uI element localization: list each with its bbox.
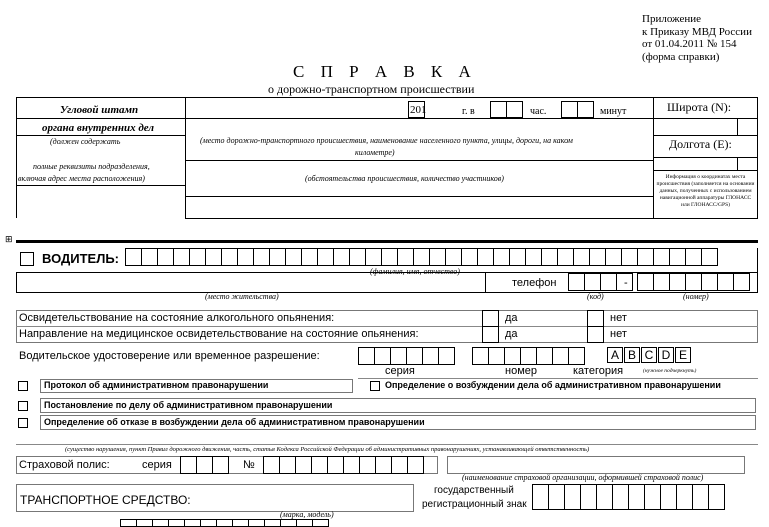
insurance-series-label: серия bbox=[142, 459, 172, 471]
minutes-label: минут bbox=[600, 106, 627, 117]
initiation-label: Определение о возбуждении дела об административном правонарушении bbox=[385, 380, 721, 390]
phone-code-cells[interactable] bbox=[568, 273, 632, 291]
protocol-label: Протокол об административном правонарушении bbox=[44, 380, 269, 390]
initiation-checkbox[interactable] bbox=[370, 381, 380, 391]
place-caption-1: (место дорожно-транспортного происшествия, наименование населенного пункта, улицы, дороги, на каком bbox=[200, 136, 573, 145]
alcohol-yes-checkbox[interactable] bbox=[482, 310, 499, 327]
coordinates-note: Информация о координатах места происшествия (заполняется на основании данных, полученных с использованием навигационной аппаратуры ГЛОНАСС или ГЛОНАСС/GPS) bbox=[656, 174, 755, 208]
appendix-line-3: от 01.04.2011 № 154 bbox=[642, 38, 737, 50]
driver-name-cells[interactable] bbox=[125, 248, 717, 266]
category-b[interactable]: B bbox=[624, 347, 640, 363]
resolution-checkbox[interactable] bbox=[18, 401, 28, 411]
category-caption: категория bbox=[573, 365, 624, 377]
table-move-handle-icon[interactable]: ⊞ bbox=[5, 234, 13, 244]
code-caption: (код) bbox=[587, 292, 604, 301]
category-d[interactable]: D bbox=[658, 347, 674, 363]
category-a[interactable]: A bbox=[607, 347, 623, 363]
longitude-label: Долгота (E): bbox=[669, 137, 732, 151]
category-note: (нужное подчеркнуть) bbox=[643, 368, 697, 374]
category-c[interactable]: C bbox=[641, 347, 657, 363]
resolution-label: Постановление по делу об административном правонарушении bbox=[44, 400, 333, 410]
fio-caption: (фамилия, имя, отчество) bbox=[370, 267, 460, 276]
series-caption: серия bbox=[385, 365, 415, 377]
alcohol-exam-label: Освидетельствование на состояние алкогольного опьянения: bbox=[19, 312, 335, 324]
stamp-note-1: (должен содержать bbox=[50, 137, 121, 146]
medical-no-label: нет bbox=[610, 328, 627, 340]
latitude-label: Широта (N): bbox=[667, 100, 732, 114]
refusal-label: Определение об отказе в возбуждении дела об административном правонарушении bbox=[44, 417, 425, 427]
violation-essence-caption: (существо нарушения, пункт Правил дорожного движения, часть, статья Кодекса Российской Федерации об административных правонарушениях, устанавливающей ответственность) bbox=[65, 446, 590, 453]
circumstances-caption: (обстоятельства происшествия, количество участников) bbox=[305, 174, 504, 183]
medical-yes-checkbox[interactable] bbox=[482, 326, 499, 343]
number-caption: (номер) bbox=[683, 292, 709, 301]
reg-plate-label-2: регистрационный знак bbox=[422, 499, 527, 510]
document-title: С П Р А В К А bbox=[293, 62, 477, 81]
insurance-series-cells[interactable] bbox=[180, 456, 228, 474]
stamp-label-2: органа внутренних дел bbox=[42, 122, 155, 134]
vehicle-label: ТРАНСПОРТНОЕ СРЕДСТВО: bbox=[20, 493, 191, 507]
driver-label: ВОДИТЕЛЬ: bbox=[42, 251, 120, 266]
place-caption-2: километре) bbox=[355, 148, 395, 157]
insurance-label: Страховой полис: bbox=[19, 459, 110, 471]
stamp-label-1: Угловой штамп bbox=[60, 104, 139, 116]
phone-number-cells[interactable] bbox=[637, 273, 749, 291]
protocol-checkbox[interactable] bbox=[18, 381, 28, 391]
medical-yes-label: да bbox=[505, 328, 518, 340]
insurance-company-caption: (наименование страховой организации, оформившей страховой полис) bbox=[462, 473, 704, 482]
reg-plate-cells[interactable] bbox=[532, 484, 724, 510]
hours-label: час. bbox=[530, 106, 547, 117]
appendix-line-2: к Приказу МВД России bbox=[642, 26, 752, 38]
phone-dash: - bbox=[624, 277, 628, 289]
vehicle-model-caption: (марка, модель) bbox=[280, 510, 334, 519]
insurance-number-cells[interactable] bbox=[263, 456, 423, 474]
section-divider bbox=[16, 240, 758, 243]
year-suffix: г. в bbox=[462, 106, 475, 117]
license-number-cells[interactable] bbox=[472, 347, 584, 365]
alcohol-no-label: нет bbox=[610, 312, 627, 324]
license-label: Водительское удостоверение или временное разрешение: bbox=[19, 350, 320, 362]
alcohol-no-checkbox[interactable] bbox=[587, 310, 604, 327]
phone-label: телефон bbox=[512, 277, 557, 289]
number-caption-label: номер bbox=[505, 365, 537, 377]
stamp-note-3: включая адрес места расположения) bbox=[18, 174, 145, 183]
stamp-note-2: полные реквизиты подразделения, bbox=[33, 162, 150, 171]
license-series-cells[interactable] bbox=[358, 347, 454, 365]
residence-caption: (место жительства) bbox=[205, 292, 279, 301]
alcohol-yes-label: да bbox=[505, 312, 518, 324]
reg-plate-label-1: государственный bbox=[434, 485, 514, 496]
driver-marker-box bbox=[20, 252, 34, 266]
appendix-line-1: Приложение bbox=[642, 13, 702, 25]
insurance-company-field[interactable] bbox=[447, 456, 745, 474]
year-prefix: 201 bbox=[410, 104, 427, 116]
medical-no-checkbox[interactable] bbox=[587, 326, 604, 343]
insurance-number-sign: № bbox=[243, 459, 255, 471]
document-subtitle: о дорожно-транспортном происшествии bbox=[268, 82, 475, 96]
medical-exam-label: Направление на медицинское освидетельствование на состояние опьянения: bbox=[19, 328, 419, 340]
refusal-checkbox[interactable] bbox=[18, 418, 28, 428]
appendix-line-4: (форма справки) bbox=[642, 51, 720, 63]
category-e[interactable]: E bbox=[675, 347, 691, 363]
